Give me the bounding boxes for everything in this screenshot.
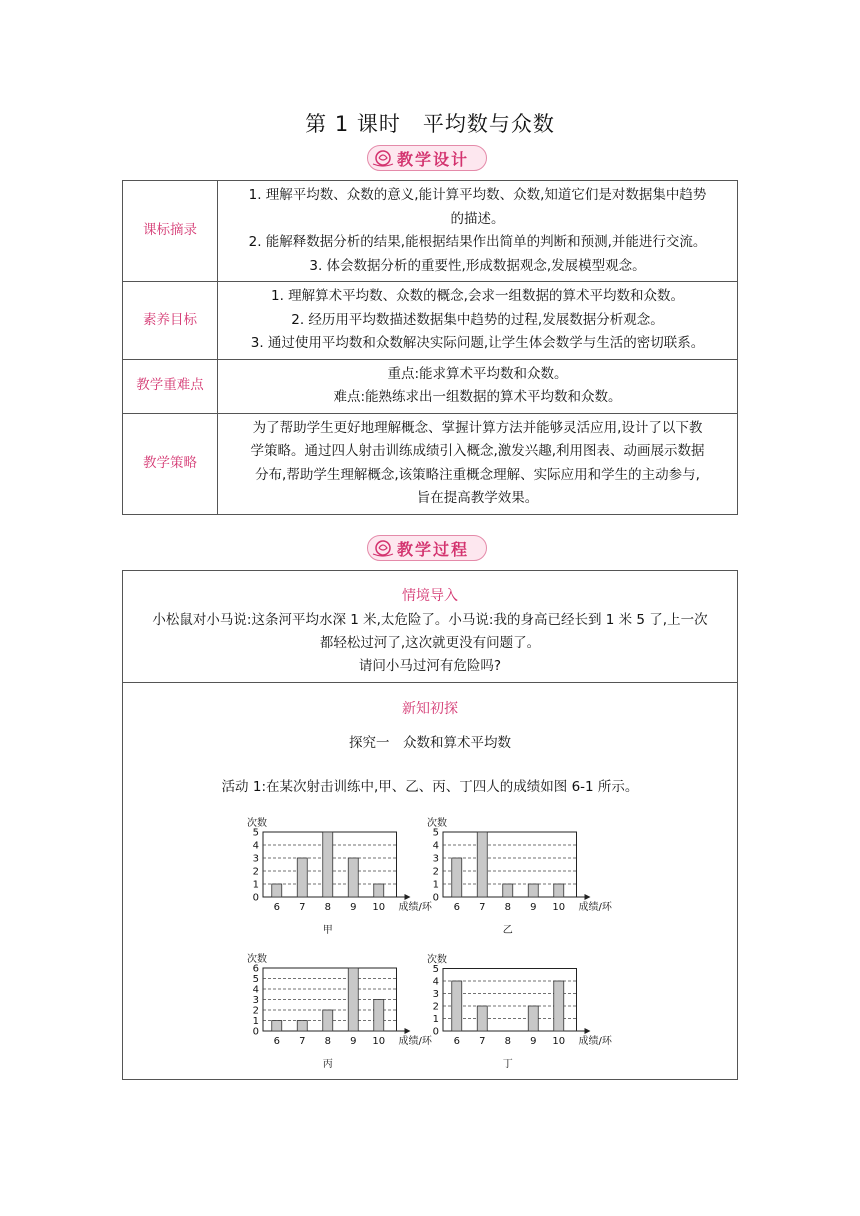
y-tick-label: 2 (432, 1001, 439, 1013)
x-axis-arrow (585, 894, 591, 900)
section-title-intro: 情境导入 (402, 588, 458, 604)
swirl-icon (371, 148, 395, 168)
x-axis-label: 成绩/环 (578, 1036, 612, 1047)
x-tick-label: 6 (453, 1036, 460, 1047)
chart-name: 乙 (502, 925, 513, 936)
bar (272, 884, 282, 897)
content-line: 为了帮助学生更好地理解概念、掌握计算方法并能够灵活应用,设计了以下教 (252, 419, 703, 436)
x-tick-label: 7 (299, 902, 306, 913)
y-tick-label: 3 (432, 989, 439, 1000)
x-tick-label: 7 (479, 902, 486, 913)
info-table (122, 180, 738, 515)
bar (452, 858, 462, 897)
x-tick-label: 6 (273, 902, 280, 913)
activity-text: 活动 1:在某次射击训练中,甲、乙、丙、丁四人的成绩如图 6-1 所示。 (221, 779, 639, 795)
bar-chart-jia (245, 815, 432, 940)
y-tick-label: 2 (252, 1005, 259, 1017)
intro-line: 小松鼠对小马说:这条河平均水深 1 米,太危险了。小马说:我的身高已经长到 1 米 5 了,上一次 (152, 612, 708, 628)
x-tick-label: 6 (453, 902, 460, 913)
section-divider (123, 682, 737, 683)
content-line: 3. 通过使用平均数和众数解决实际问题,让学生体会数学与生活的密切联系。 (250, 335, 705, 351)
bar (272, 1021, 282, 1032)
y-tick-label: 0 (252, 892, 259, 904)
bar-chart-bing (245, 954, 432, 1075)
bar (528, 1006, 538, 1031)
content-line: 重点:能求算术平均数和众数。 (387, 365, 568, 382)
y-axis-label: 次数 (247, 954, 267, 965)
page-title: 第 1 课时 平均数与众数 (305, 112, 555, 136)
x-tick-label: 7 (479, 1036, 486, 1047)
content-line: 学策略。通过四人射击训练成绩引入概念,激发兴趣,利用图表、动画展示数据 (250, 443, 705, 459)
y-tick-label: 5 (432, 827, 439, 839)
table-row (123, 413, 738, 514)
intro-line: 请问小马过河有危险吗? (358, 658, 502, 674)
design-badge-label: 教学设计 (397, 150, 470, 169)
row-header: 课标摘录 (123, 181, 218, 282)
y-tick-label: 4 (252, 840, 259, 852)
content-line: 分布,帮助学生理解概念,该策略注重概念理解、实际应用和学生的主动参与, (255, 466, 700, 483)
chart-name: 甲 (322, 925, 333, 936)
swirl-icon (371, 538, 395, 558)
x-axis-arrow (585, 1028, 591, 1034)
y-axis-label: 次数 (427, 818, 447, 829)
content-line: 难点:能熟练求出一组数据的算术平均数和众数。 (333, 389, 622, 405)
y-tick-label: 1 (432, 879, 439, 891)
x-tick-label: 9 (530, 1036, 537, 1047)
row-content (218, 282, 738, 360)
bar (528, 884, 538, 897)
y-axis-label: 次数 (427, 954, 447, 966)
x-tick-label: 10 (372, 1036, 386, 1047)
y-axis-label: 次数 (247, 818, 267, 829)
x-tick-label: 10 (372, 902, 386, 913)
section-title-new: 新知初探 (402, 701, 458, 717)
y-tick-label: 1 (432, 1014, 439, 1025)
x-tick-label: 6 (273, 1036, 280, 1047)
bar (297, 1021, 307, 1032)
table-row (123, 282, 738, 360)
bar (374, 884, 384, 897)
y-tick-label: 0 (432, 892, 439, 904)
x-tick-label: 9 (350, 902, 357, 913)
x-axis-label: 成绩/环 (398, 1036, 432, 1047)
row-content (218, 413, 738, 514)
bar (477, 1006, 487, 1031)
y-tick-label: 1 (252, 879, 259, 891)
bar (348, 858, 358, 897)
content-line: 3. 体会数据分析的重要性,形成数据观念,发展模型观念。 (309, 257, 646, 274)
x-tick-label: 9 (350, 1036, 357, 1047)
y-tick-label: 5 (432, 964, 439, 975)
bar (323, 832, 333, 897)
y-tick-label: 0 (252, 1026, 259, 1038)
x-axis-label: 成绩/环 (398, 902, 432, 913)
bar (348, 968, 358, 1031)
x-axis-label: 成绩/环 (578, 902, 612, 913)
y-tick-label: 3 (252, 995, 259, 1006)
bar (554, 981, 564, 1031)
x-tick-label: 9 (530, 902, 537, 913)
content-line: 1. 理解平均数、众数的意义,能计算平均数、众数,知道它们是对数据集中趋势 (248, 187, 707, 203)
explore-title: 探究一 众数和算术平均数 (349, 735, 511, 751)
row-header: 素养目标 (123, 282, 218, 360)
bar (297, 858, 307, 897)
y-tick-label: 4 (432, 840, 439, 852)
content-line: 2. 能解释数据分析的结果,能根据结果作出简单的判断和预测,并能进行交流。 (248, 234, 707, 250)
bar (477, 832, 487, 897)
y-tick-label: 5 (252, 974, 259, 985)
y-tick-label: 2 (252, 866, 259, 878)
y-tick-label: 3 (252, 853, 259, 865)
process-badge-label: 教学过程 (397, 540, 470, 559)
content-line: 1. 理解算术平均数、众数的概念,会求一组数据的算术平均数和众数。 (271, 288, 684, 304)
x-tick-label: 10 (552, 1036, 566, 1047)
x-tick-label: 8 (324, 1036, 331, 1047)
bar (554, 884, 564, 897)
design-badge (367, 145, 487, 171)
y-tick-label: 3 (432, 853, 439, 865)
table-row (123, 181, 738, 282)
bar (323, 1010, 333, 1031)
x-tick-label: 7 (299, 1036, 306, 1047)
row-content (218, 359, 738, 413)
y-tick-label: 4 (252, 984, 259, 996)
y-tick-label: 5 (252, 827, 259, 839)
bar (503, 884, 513, 897)
intro-line: 都轻松过河了,这次就更没有问题了。 (319, 635, 541, 651)
y-tick-label: 4 (432, 976, 439, 988)
row-header: 教学重难点 (123, 359, 218, 413)
bar-chart-ding (425, 955, 615, 1075)
content-line: 旨在提高教学效果。 (416, 490, 539, 506)
x-tick-label: 8 (324, 902, 331, 913)
bar (452, 981, 462, 1031)
x-tick-label: 10 (552, 902, 566, 913)
y-tick-label: 0 (432, 1026, 439, 1038)
y-tick-label: 2 (432, 866, 439, 878)
bar-chart-yi (425, 815, 615, 940)
y-tick-label: 6 (252, 963, 259, 975)
x-tick-label: 8 (504, 902, 511, 913)
bar (374, 1000, 384, 1032)
chart-name: 丙 (322, 1059, 333, 1070)
row-content (218, 181, 738, 282)
chart-name: 丁 (502, 1059, 513, 1070)
y-tick-label: 1 (252, 1016, 259, 1027)
x-axis-arrow (405, 894, 411, 900)
content-line: 2. 经历用平均数描述数据集中趋势的过程,发展数据分析观念。 (291, 311, 664, 328)
content-line: 的描述。 (450, 210, 505, 227)
table-row (123, 359, 738, 413)
x-axis-arrow (405, 1028, 411, 1034)
process-badge (367, 535, 487, 561)
row-header: 教学策略 (123, 413, 218, 514)
x-tick-label: 8 (504, 1036, 511, 1047)
